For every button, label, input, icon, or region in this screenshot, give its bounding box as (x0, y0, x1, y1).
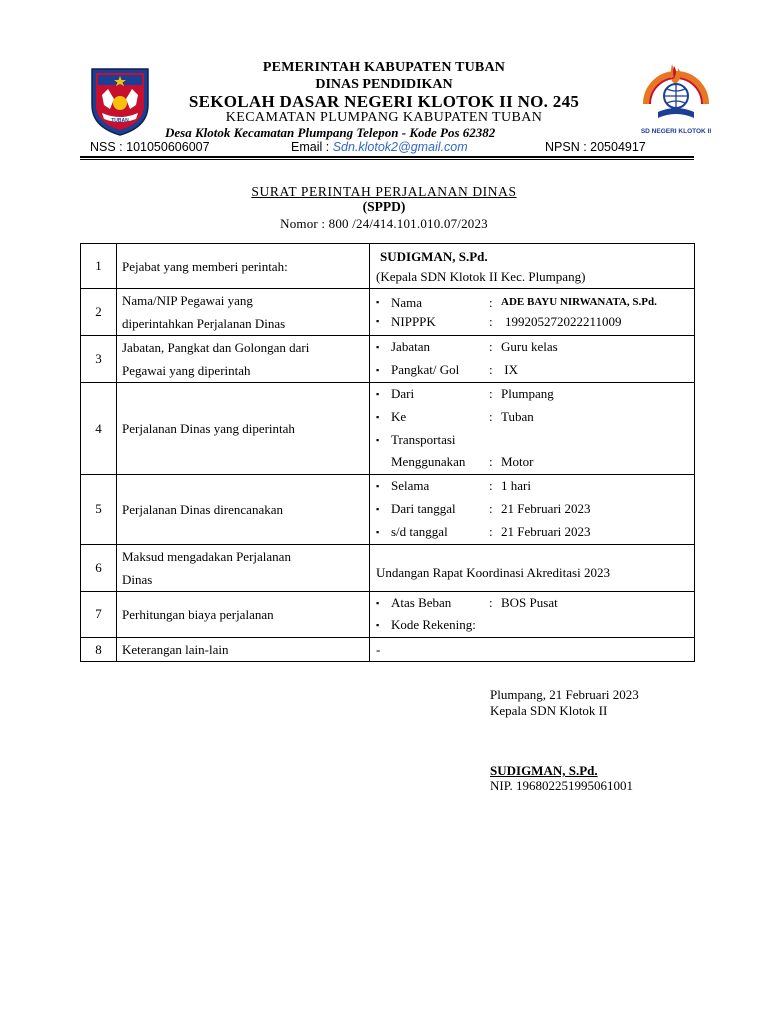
row-label-line1: Nama/NIP Pegawai yang (122, 293, 253, 308)
document-abbreviation: (SPPD) (362, 199, 406, 214)
row-label-line1: Jabatan, Pangkat dan Golongan dari (122, 340, 310, 355)
school-address: Desa Klotok Kecamatan Plumpang Telepon - Kode Pos 62382 (165, 125, 496, 140)
row-number: 5 (81, 475, 117, 544)
purpose-value: Undangan Rapat Koordinasi Akreditasi 2023 (370, 544, 695, 591)
row-number: 4 (81, 383, 117, 475)
list-item: ▪ Nama : ADE BAYU NIRWANATA, S.Pd. (376, 295, 657, 310)
list-item: ▪ s/d tanggal : 21 Februari 2023 (376, 521, 694, 544)
sppd-table (80, 243, 695, 662)
document-number: Nomor : 800 /24/414.101.010.07/2023 (280, 216, 488, 231)
district-name: KECAMATAN PLUMPANG KABUPATEN TUBAN (225, 110, 543, 125)
table-row (81, 638, 695, 662)
table-row (81, 336, 695, 383)
bullet-icon: ▪ (376, 597, 380, 608)
svg-text:TUBAN: TUBAN (111, 118, 129, 124)
list-item: ▪ Kode Rekening : (376, 614, 694, 637)
bullet-icon: ▪ (376, 316, 380, 326)
bullet-icon: ▪ (376, 620, 380, 631)
letterhead-rule-thin (80, 159, 694, 160)
signer-name: SUDIGMAN, S.Pd. (490, 763, 598, 778)
list-item: ▪ Pangkat/ Gol : IX (376, 359, 694, 382)
row-label: Keterangan lain-lain (117, 638, 370, 662)
table-row (81, 383, 695, 475)
bullet-icon: ▪ (376, 411, 380, 422)
email-line (291, 140, 468, 154)
row-label-line2: diperintahkan Perjalanan Dinas (122, 316, 286, 331)
list-item: ▪ NIPPPK : 199205272022211009 (376, 314, 622, 329)
document-title: SURAT PERINTAH PERJALANAN DINAS (251, 184, 517, 199)
row-number: 1 (81, 244, 117, 289)
bullet-icon: ▪ (376, 526, 380, 537)
row-number: 2 (81, 289, 117, 336)
row-label: Perjalanan Dinas direncanakan (117, 475, 370, 544)
email-link[interactable]: Sdn.klotok2@gmail.com (332, 140, 468, 154)
table-row (81, 289, 695, 336)
list-item: ▪ Atas Beban : BOS Pusat (376, 592, 694, 615)
table-row (81, 244, 695, 289)
svg-text:SD NEGERI KLOTOK II: SD NEGERI KLOTOK II (640, 128, 712, 135)
signer-position: Kepala SDN Klotok II (490, 703, 608, 718)
list-item: ▪ Selama : 1 hari (376, 475, 694, 498)
row-number: 6 (81, 544, 117, 591)
npsn-number: NPSN : 20504917 (545, 140, 646, 154)
notes-value: - (370, 638, 695, 662)
row-label: Pejabat yang memberi perintah: (117, 244, 370, 289)
list-item: ▪ Dari : Plumpang (376, 383, 694, 406)
official-role: (Kepala SDN Klotok II Kec. Plumpang) (376, 269, 586, 284)
bullet-icon: ▪ (376, 434, 380, 445)
employee-nip: 199205272022211009 (505, 314, 622, 329)
row-number: 7 (81, 591, 117, 638)
bullet-icon: ▪ (376, 297, 380, 307)
row-label-line1: Maksud mengadakan Perjalanan (122, 548, 291, 564)
nss-number: NSS : 101050606007 (90, 140, 210, 154)
government-name: PEMERINTAH KABUPATEN TUBAN (262, 60, 506, 75)
bullet-icon: ▪ (376, 503, 380, 514)
place-date: Plumpang, 21 Februari 2023 (490, 687, 639, 702)
row-label: Perhitungan biaya perjalanan (117, 591, 370, 638)
table-row (81, 475, 695, 544)
list-item: ▪ Jabatan : Guru kelas (376, 336, 694, 359)
table-row (81, 544, 695, 591)
email-label: Email : (291, 140, 333, 154)
list-item: Menggunakan : Motor (391, 454, 534, 470)
row-number: 3 (81, 336, 117, 383)
row-label: Perjalanan Dinas yang diperintah (117, 383, 370, 475)
employee-name: ADE BAYU NIRWANATA, S.Pd. (501, 296, 657, 308)
list-item: ▪ Ke : Tuban (376, 406, 694, 429)
row-label-line2: Pegawai yang diperintah (122, 363, 251, 378)
bullet-icon: ▪ (376, 365, 380, 375)
bullet-icon: ▪ (376, 481, 380, 492)
list-item: ▪ Dari tanggal : 21 Februari 2023 (376, 498, 694, 521)
school-name: SEKOLAH DASAR NEGERI KLOTOK II NO. 245 (188, 92, 580, 111)
row-label-line2: Dinas (122, 571, 153, 587)
bullet-icon: ▪ (376, 342, 380, 353)
list-item: ▪ Transportasi (376, 429, 694, 452)
official-name: SUDIGMAN, S.Pd. (380, 249, 488, 264)
letterhead-rule-thick (80, 156, 694, 158)
department-name: DINAS PENDIDIKAN (315, 77, 453, 92)
table-row (81, 591, 695, 638)
signer-nip: NIP. 196802251995061001 (490, 778, 634, 793)
bullet-icon: ▪ (376, 389, 380, 399)
row-number: 8 (81, 638, 117, 662)
